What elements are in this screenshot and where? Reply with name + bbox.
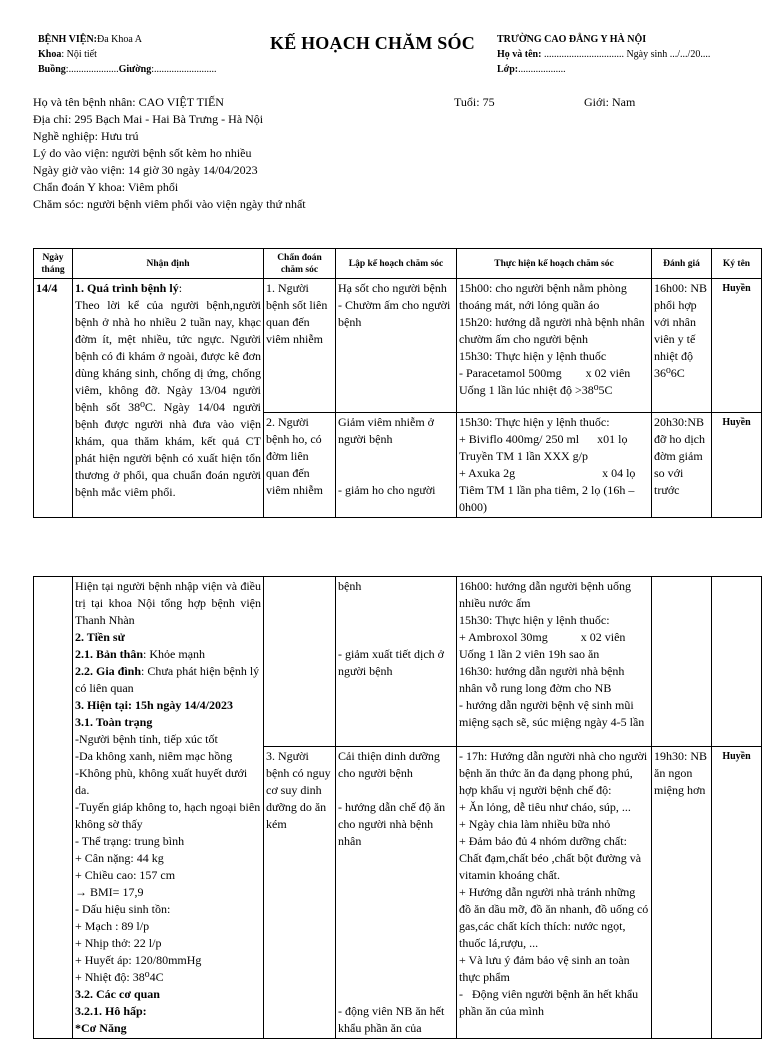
patient-admit: Ngày giờ vào viện: 14 giờ 30 ngày 14/04/2023 [33,163,258,177]
page-title: KẾ HOẠCH CHĂM SÓC [270,33,475,53]
col-eval: Đánh giá [652,249,712,279]
assess-body: Theo lời kể của người bệnh,người bệnh ở nhà ho nhiều 2 tuần nay, khạc đờm ít, mệt nhiều, tức ngực. Người bệnh có đi khám ở ngoài, được kê đơn dùng kháng sinh, chống dị ứng, chống viêm, không đỡ. Ngày 13/04 người bệnh sốt 38⁰C. Ngày 14/04 người bệnh được người nhà đưa vào viện khám, qua thăm khám, kết quả CT phát hiện người bệnh có xuất hiện tổn thương ở phổi, qua chuẩn đoán người bệnh mắc viêm phổi. [75,298,261,499]
sign-3: Huyền [712,747,762,1039]
bed-label: Giường [118,64,152,75]
room-label: Buồng [38,64,66,75]
eval-2: 20h30:NB đỡ ho dịch đờm giảm so với trước [652,413,712,518]
col-sign: Ký tên [712,249,762,279]
care-plan-table-1 [33,248,762,518]
col-implement: Thực hiện kế hoạch chăm sóc [457,249,652,279]
eval-cont [652,577,712,747]
student-label: Họ và tên: [497,49,542,60]
hospital-value: Đa Khoa A [97,34,142,45]
room-dots: :.................... [65,64,119,75]
patient-care: Chăm sóc: người bệnh viêm phổi vào viện ngày thứ nhất [33,197,306,211]
now-heading: 3. Hiện tại: 15h ngày 14/4/2023 [75,698,234,712]
dept-value: : Nội tiết [61,49,97,60]
col-plan: Lập kế hoạch chăm sóc [336,249,457,279]
eval-3: 19h30: NB ăn ngon miệng hơn [652,747,712,1039]
col-assess: Nhận định [73,249,264,279]
plan-1: Hạ sốt cho người bệnh - Chườm ấm cho người bệnh [336,279,457,413]
sign-2: Huyền [712,413,762,518]
care-plan-table-2 [33,576,762,1039]
impl-1: 15h00: cho người bệnh nằm phòng thoáng mát, nới lỏng quần áo 15h20: hướng dẫ người nhà bệnh nhân chườm ấm cho người bệnh 15h30: Thực hiện y lệnh thuốc - Paracetamol 500mg x 02 viên Uống 1 lần lúc nhiệt độ >38⁰5C [457,279,652,413]
assess-heading: 1. Quá trình bệnh lý [75,281,179,295]
patient-diagnosis: Chẩn đoán Y khoa: Viêm phổi [33,180,179,194]
patient-sex: Giới: Nam [584,95,636,109]
hospital-label: BỆNH VIỆN: [38,34,97,45]
func-heading: *Cơ Năng [75,1021,127,1035]
assess-intro: Hiện tại người bệnh nhập viện và điều trị tại khoa Nội tổng hợp bệnh viện Thanh Nhàn [75,579,261,627]
plan-cont: bệnh - giảm xuất tiết dịch ở người bệnh [336,577,457,747]
patient-address: Địa chỉ: 295 Bạch Mai - Hai Bà Trưng - Hà Nội [33,112,264,126]
class-label: Lớp: [497,64,519,75]
col-nurse-dx: Chẩn đoán chăm sóc [264,249,336,279]
row-date: 14/4 [34,279,73,518]
header-left [38,32,217,77]
sign-cont [712,577,762,747]
row-date-cont [34,577,73,1039]
history-heading: 2. Tiền sử [75,630,125,644]
assess-cell: 1. Quá trình bệnh lý: Theo lời kể của người bệnh,người bệnh ở nhà ho nhiều 2 tuần nay, khạc đờm ít, mệt nhiều, tức ngực. Người bệnh có đi khám ở ngoài, được kê đơn dùng kháng sinh, chống dị ứng, chống viêm, không đỡ. Ngày 13/04 người bệnh sốt 38⁰C. Ngày 14/04 người bệnh được người nhà đưa vào viện khám, qua thăm khám, kết quả CT phát hiện người bệnh có xuất hiện tổn thương ở phổi, qua chuẩn đoán người bệnh mắc viêm phổi. [73,279,264,518]
bed-dots: :......................... [151,64,217,75]
resp-heading: 3.2.1. Hô hấp: [75,1004,147,1018]
eval-1: 16h00: NB phổi hợp với nhân viên y tế nhiệt độ 36⁰6C [652,279,712,413]
patient-job: Nghề nghiệp: Hưu trú [33,129,139,143]
impl-2: 15h30: Thực hiện y lệnh thuốc: + Biviflo 400mg/ 250 ml x01 lọ Truyền TM 1 lần XXX g/p + Axuka 2g x 04 lọ Tiêm TM 1 lần pha tiêm, 2 lọ (16h – 0h00) [457,413,652,518]
assess-cont-cell: Hiện tại người bệnh nhập viện và điều trị tại khoa Nội tổng hợp bệnh viện Thanh Nhàn 2. Tiền sử 2.1. Bản thân: Khỏe mạnh 2.2. Gia đình: Chưa phát hiện bệnh lý có liên quan 3. Hiện tại: 15h ngày 14/4/2023 3.1. Toàn trạng -Người bệnh tỉnh, tiếp xúc tốt -Da không xanh, niêm mạc hồng -Không phù, không xuất huyết dưới da. -Tuyến giáp không to, hạch ngoại biên không sờ thấy - Thể trạng: trung bình + Cân nặng: 44 kg + Chiều cao: 157 cm → BMI= 17,9 - Dấu hiệu sinh tồn: + Mạch : 89 l/p + Nhịp thở: 22 l/p + Huyết áp: 120/80mmHg + Nhiệt độ: 38⁰4C 3.2. Các cơ quan 3.2.1. Hô hấp: *Cơ Năng [73,577,264,1039]
dx-cont [264,577,336,747]
plan-3: Cải thiện dinh dưỡng cho người bệnh - hướng dẫn chế độ ăn cho người nhà bệnh nhân - động viên NB ăn hết khẩu phần ăn của [336,747,457,1039]
dept-label: Khoa [38,49,62,60]
plan-2: Giảm viêm nhiễm ở người bệnh - giảm ho cho người [336,413,457,518]
impl-3: - 17h: Hướng dẫn người nhà cho người bệnh ăn thức ăn đa dạng phong phú, hợp khẩu vị người bệnh chế độ: + Ăn lỏng, dễ tiêu như cháo, súp, ... + Ngày chia làm nhiều bữa nhỏ + Đảm bảo đủ 4 nhóm dưỡng chất: Chất đạm,chất béo ,chất bột đường và vitamin khoáng chất. + Hướng dẫn người nhà tránh những đồ ăn dầu mỡ, đồ ăn nhanh, đồ uống có gas,các chất kích thích: nước ngọt, thuốc lá,rượu, ... + Và lưu ý đảm bảo vệ sinh an toàn thực phẩm - Động viên người bệnh ăn hết khẩu phần ăn của mình [457,747,652,1039]
school-name: TRƯỜNG CAO ĐẲNG Y HÀ NỘI [497,34,647,45]
organs-heading: 3.2. Các cơ quan [75,987,160,1001]
patient-name: Họ và tên bệnh nhân: CAO VIỆT TIẾN [33,95,224,109]
student-dots: ................................ Ngày sinh .../.../20.... [541,49,711,60]
class-dots: ................... [518,64,566,75]
dx-1: 1. Người bệnh sốt liên quan đến viêm nhiễm [264,279,336,413]
header-right [497,32,710,77]
patient-reason: Lý do vào viện: người bệnh sốt kèm ho nhiều [33,146,252,160]
patient-age: Tuổi: 75 [454,95,495,109]
dx-2: 2. Người bệnh ho, có đờm liên quan đến viêm nhiễm [264,413,336,518]
col-date: Ngày tháng [34,249,73,279]
impl-cont: 16h00: hướng dẫn người bệnh uống nhiều nước ấm 15h30: Thực hiện y lệnh thuốc: + Ambroxol 30mg x 02 viên Uống 1 lần 2 viên 19h sao ăn 16h30: hướng dẫn người nhà bệnh nhân vỗ rung long đờm cho NB - hướng dẫn người bệnh vệ sinh mũi miệng sạch sẽ, súc miệng ngày 4-5 lần [457,577,652,747]
general-heading: 3.1. Toàn trạng [75,715,153,729]
sign-1: Huyền [712,279,762,413]
patient-info [33,94,753,213]
dx-3: 3. Người bệnh có nguy cơ suy dinh dưỡng do ăn kém [264,747,336,1039]
